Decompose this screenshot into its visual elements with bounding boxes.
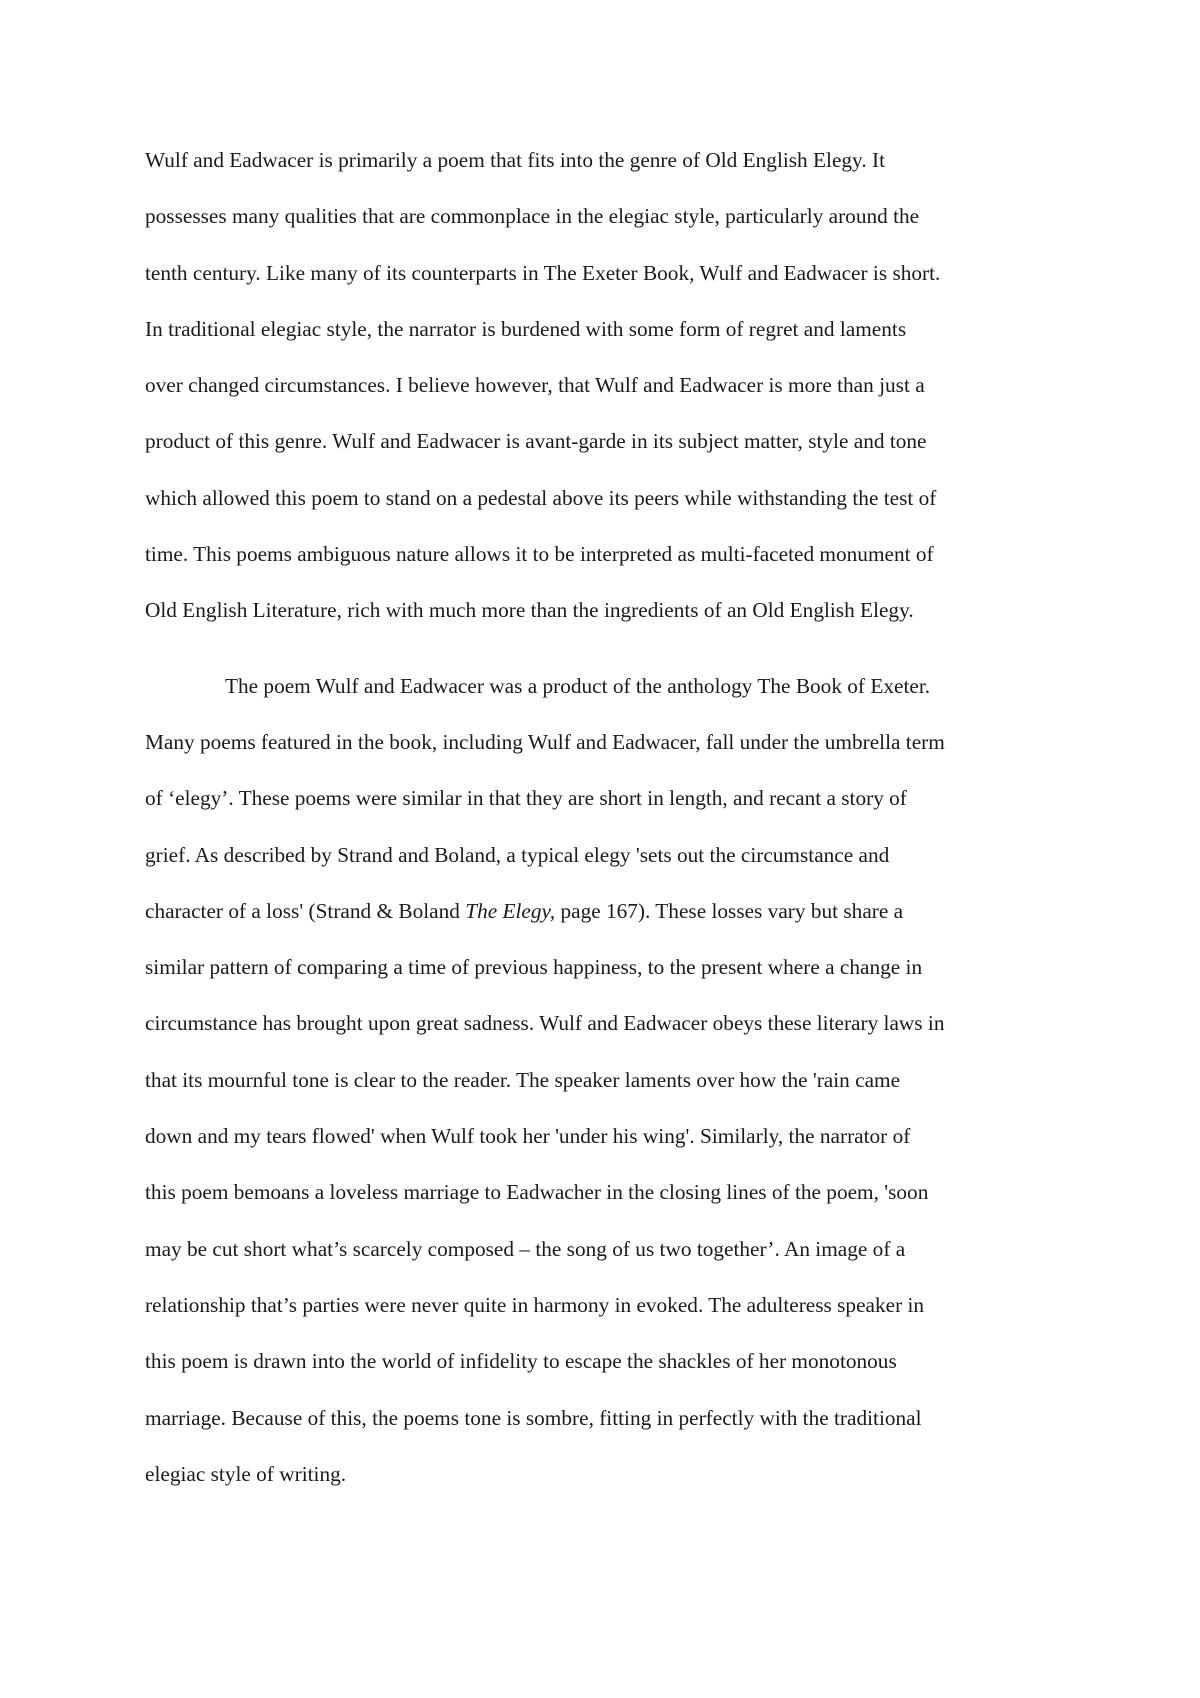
- paragraph-spacer: [145, 647, 1075, 666]
- text-segment: character of a loss' (Strand & Boland: [145, 898, 466, 923]
- text-line: product of this genre. Wulf and Eadwacer is avant-garde in its subject matter, style and tone: [145, 429, 927, 454]
- text-line: may be cut short what’s scarcely composed – the song of us two together’. An image of a: [145, 1236, 906, 1261]
- text-line: down and my tears flowed' when Wulf took her 'under his wing'. Similarly, the narrator of: [145, 1124, 911, 1149]
- text-line: this poem is drawn into the world of infidelity to escape the shackles of her monotonous: [145, 1349, 897, 1374]
- text-line: of ‘elegy’. These poems were similar in that they are short in length, and recant a story of: [145, 786, 907, 811]
- cited-title: The Elegy,: [465, 898, 556, 923]
- text-line: In traditional elegiac style, the narrator is burdened with some form of regret and laments: [145, 316, 907, 341]
- text-line: similar pattern of comparing a time of previous happiness, to the present where a change in: [145, 955, 923, 980]
- text-line: Wulf and Eadwacer is primarily a poem that fits into the genre of Old English Elegy. It: [145, 148, 885, 172]
- text-segment: page 167). These losses vary but share a: [555, 898, 904, 923]
- text-line: marriage. Because of this, the poems tone is sombre, fitting in perfectly with the traditional: [145, 1405, 922, 1430]
- paragraph-1: [145, 140, 1075, 647]
- text-line: The poem Wulf and Eadwacer was a product of the anthology The Book of Exeter.: [225, 673, 931, 698]
- text-line: which allowed this poem to stand on a pedestal above its peers while withstanding the test of: [145, 485, 937, 510]
- text-line: time. This poems ambiguous nature allows it to be interpreted as multi-faceted monument of: [145, 542, 934, 567]
- text-line: over changed circumstances. I believe however, that Wulf and Eadwacer is more than just a: [145, 373, 925, 398]
- text-line: that its mournful tone is clear to the reader. The speaker laments over how the 'rain came: [145, 1067, 901, 1092]
- text-line: this poem bemoans a loveless marriage to Eadwacher in the closing lines of the poem, 'soon: [145, 1180, 929, 1205]
- body-text: [145, 140, 1075, 1510]
- text-line: circumstance has brought upon great sadness. Wulf and Eadwacer obeys these literary laws in: [145, 1011, 945, 1036]
- text-line-with-citation: [145, 891, 1075, 947]
- text-line: Many poems featured in the book, including Wulf and Eadwacer, fall under the umbrella term: [145, 729, 945, 754]
- text-line: elegiac style of writing.: [145, 1461, 347, 1486]
- text-line: tenth century. Like many of its counterparts in The Exeter Book, Wulf and Eadwacer is short.: [145, 260, 941, 285]
- text-line: relationship that’s parties were never quite in harmony in evoked. The adulteress speaker in: [145, 1292, 925, 1317]
- paragraph-2: [145, 666, 1075, 1510]
- text-line: grief. As described by Strand and Boland, a typical elegy 'sets out the circumstance and: [145, 842, 890, 867]
- text-line: possesses many qualities that are commonplace in the elegiac style, particularly around the: [145, 204, 920, 229]
- text-line: Old English Literature, rich with much more than the ingredients of an Old English Elegy.: [145, 598, 914, 623]
